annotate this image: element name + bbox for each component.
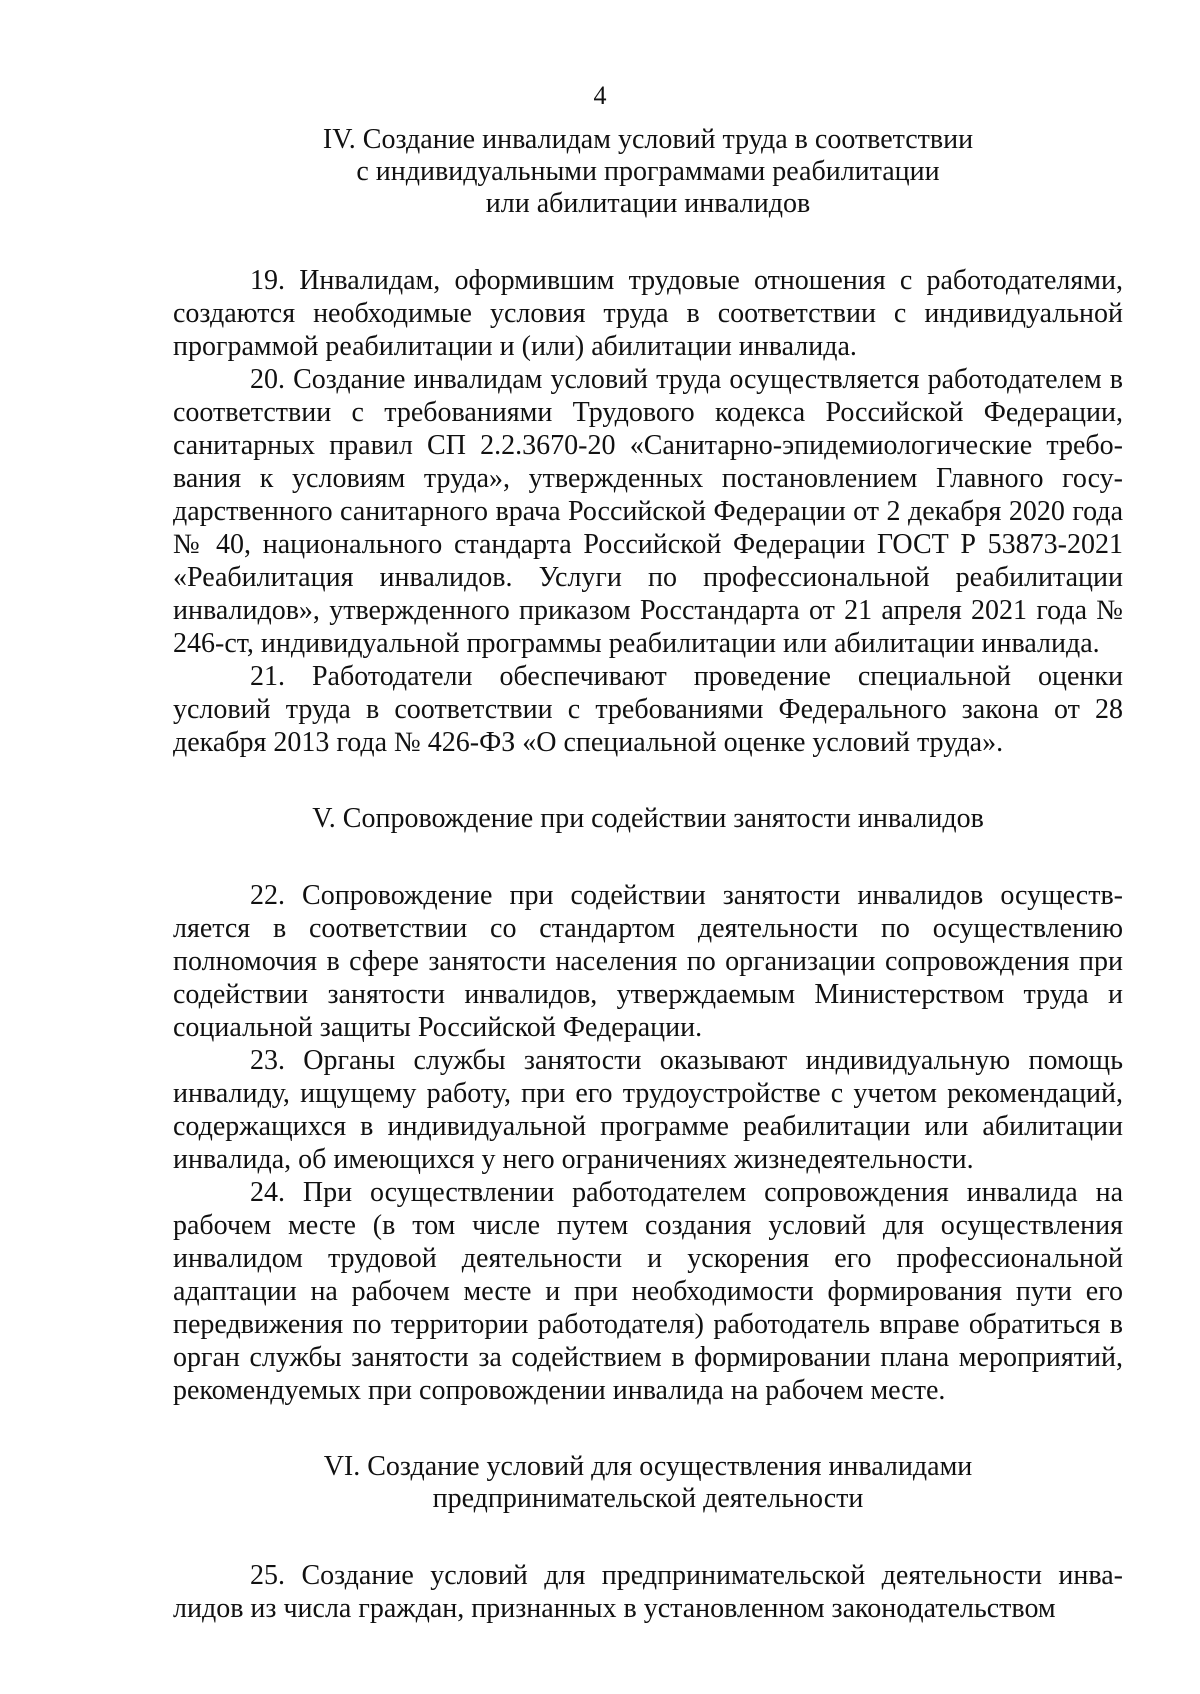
heading-line: V. Сопровождение при содействии занятости инвалидов bbox=[312, 803, 984, 834]
heading-line: VI. Создание условий для осуществления инвалидами bbox=[323, 1451, 973, 1482]
paragraph-22: 22. Сопровождение при содействии занятости инвалидов осуществляется в соответствии со стандартом деятельности по осуществлению полномочия в сфере занятости населения по организации сопровождения при содействии занятости инвалидов, утверждаемым Министерством труда и социальной защиты Российской Федерации. bbox=[173, 880, 1123, 1043]
section-heading-v bbox=[173, 803, 1123, 835]
paragraph-23: 23. Органы службы занятости оказывают индивидуальную помощь инвалиду, ищущему работу, при его трудоустройстве с учетом рекомендаций, содержащихся в индивидуальной программе реабилитации или абилитации инвалида, об имеющихся у него ограничениях жизнедеятельности. bbox=[173, 1045, 1123, 1175]
heading-line: с индивидуальными программами реабилитации bbox=[356, 156, 940, 187]
page-number: 4 bbox=[593, 81, 607, 110]
heading-line: предпринимательской деятельности bbox=[432, 1483, 864, 1514]
section-heading-vi bbox=[173, 1451, 1123, 1515]
paragraph-24: 24. При осуществлении работодателем сопровождения инвалида на рабочем месте (в том числе путем создания условий для осуществления инвалидом трудовой деятельности и ускорения его профессиональной адаптации на рабочем месте и при необходимости формирования пути его передвижения по территории работодателя) работодатель вправе обратиться в орган службы занятости за содействием в формировании плана мероприятий, рекомендуемых при сопровождении инвалида на рабочем месте. bbox=[173, 1177, 1123, 1406]
document-body bbox=[173, 124, 1123, 1625]
paragraph-21: 21. Работодатели обеспечивают проведение специальной оценки условий труда в соответствии с требованиями Федерального закона от 28 декабря 2013 года № 426-ФЗ «О специальной оценке условий труда». bbox=[173, 661, 1123, 758]
paragraph-25: 25. Создание условий для предпринимательской деятельности инвалидов из числа граждан, признанных в установленном законодательством bbox=[173, 1560, 1123, 1624]
paragraph-20: 20. Создание инвалидам условий труда осуществляется работодателем в соответствии с требованиями Трудового кодекса Российской Федерации, санитарных правил СП 2.2.3670-20 «Санитарно-эпидемиологические требования к условиям труда», утвержденных постановлением Главного государственного санитарного врача Российской Федерации от 2 декабря 2020 года № 40, национального стандарта Российской Федерации ГОСТ Р 53873-2021 «Реабилитация инвалидов. Услуги по профессиональной реабилитации инвалидов», утвержденного приказом Росстандарта от 21 апреля 2021 года № 246-ст, индивидуальной программы реабилитации или абилитации инвалида. bbox=[173, 364, 1123, 659]
section-heading-iv bbox=[173, 124, 1123, 220]
paragraph-19: 19. Инвалидам, оформившим трудовые отношения с работодателями, создаются необходимые условия труда в соответствии с индивидуальной программой реабилитации и (или) абилитации инвалида. bbox=[173, 265, 1123, 362]
heading-line: или абилитации инвалидов bbox=[485, 188, 811, 219]
heading-line: IV. Создание инвалидам условий труда в соответствии bbox=[322, 124, 974, 155]
